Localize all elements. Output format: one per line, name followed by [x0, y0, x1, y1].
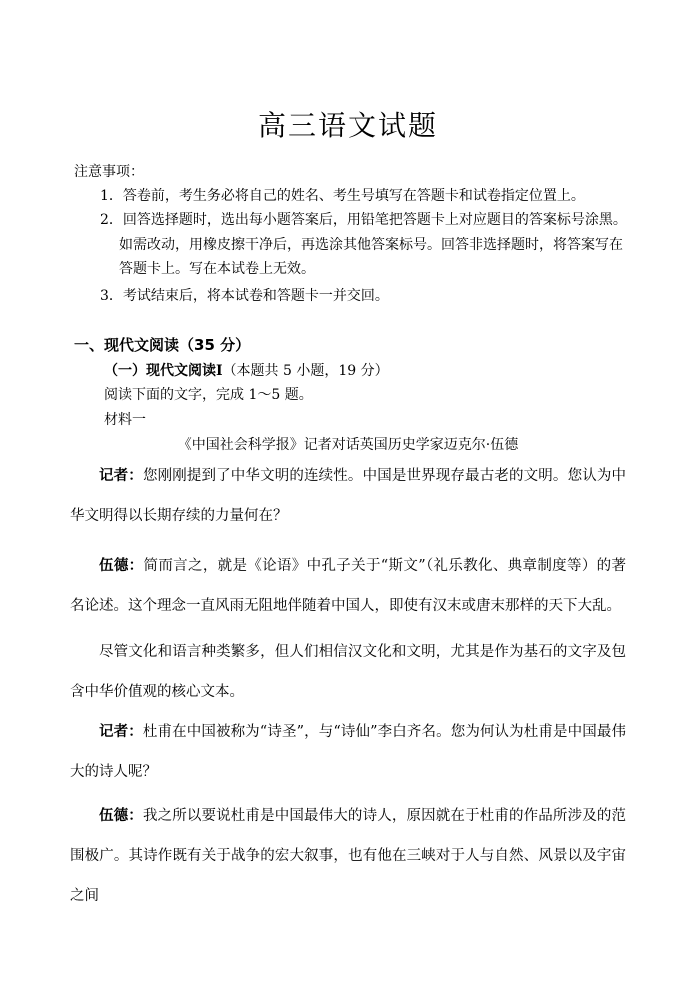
- paragraph-text: 尽管文化和语言种类繁多，但人们相信汉文化和文明，尤其是作为基石的文字及包含中华价值观的核心文本。: [70, 644, 626, 700]
- note-item-continuation: 如需改动，用橡皮擦干净后，再选涂其他答案标号。回答非选择题时，将答案写在: [119, 237, 623, 253]
- speaker-label: 伍德：: [99, 557, 144, 574]
- paragraph: [70, 546, 626, 626]
- article-title: 《中国社会科学报》记者对话英国历史学家迈克尔·伍德: [177, 437, 519, 453]
- subsection-detail: （本题共 5 小题，19 分）: [222, 363, 389, 379]
- subsection-heading: [104, 360, 389, 380]
- paragraph: [70, 456, 626, 536]
- page-title: 高三语文试题: [257, 109, 438, 142]
- note-item: 3．考试结束后，将本试卷和答题卡一并交回。: [100, 288, 389, 304]
- paragraph-text: 我之所以要说杜甫是中国最伟大的诗人，原因就在于杜甫的作品所涉及的范围极广。其诗作既有关于战争的宏大叙事，也有他在三峡对于人与自然、风景以及宇宙之间: [70, 808, 627, 904]
- paragraph-text: 您刚刚提到了中华文明的连续性。中国是世界现存最古老的文明。您认为中华文明得以长期存续的力量何在？: [70, 468, 627, 524]
- note-item: 1．答卷前，考生务必将自己的姓名、考生号填写在答题卡和试卷指定位置上。: [100, 188, 585, 204]
- paragraph-text: 杜甫在中国被称为“诗圣”，与“诗仙”李白齐名。您为何认为杜甫是中国最伟大的诗人呢？: [70, 724, 626, 780]
- instruction: 阅读下面的文字，完成 1～5 题。: [104, 387, 313, 403]
- paragraph: [70, 712, 626, 792]
- note-item-continuation: 答题卡上。写在本试卷上无效。: [119, 261, 315, 277]
- paragraph-text: 简而言之，就是《论语》中孔子关于“斯文”（礼乐教化、典章制度等）的著名论述。这个理念一直风雨无阻地伴随着中国人，即使有汉末或唐末那样的天下大乱。: [70, 558, 627, 614]
- speaker-label: 记者：: [99, 467, 143, 484]
- subsection-label: （一）现代文阅读Ⅰ: [104, 363, 223, 379]
- note-item: 2．回答选择题时，选出每小题答案后，用铅笔把答题卡上对应题目的答案标号涂黑。: [100, 212, 627, 228]
- paragraph: [70, 632, 626, 712]
- material-label: 材料一: [104, 412, 146, 428]
- speaker-label: 伍德：: [99, 807, 143, 824]
- paragraph: [70, 796, 626, 916]
- notes-heading: 注意事项：: [74, 164, 144, 180]
- speaker-label: 记者：: [99, 723, 143, 740]
- section-heading: 一、现代文阅读（35 分）: [74, 336, 251, 354]
